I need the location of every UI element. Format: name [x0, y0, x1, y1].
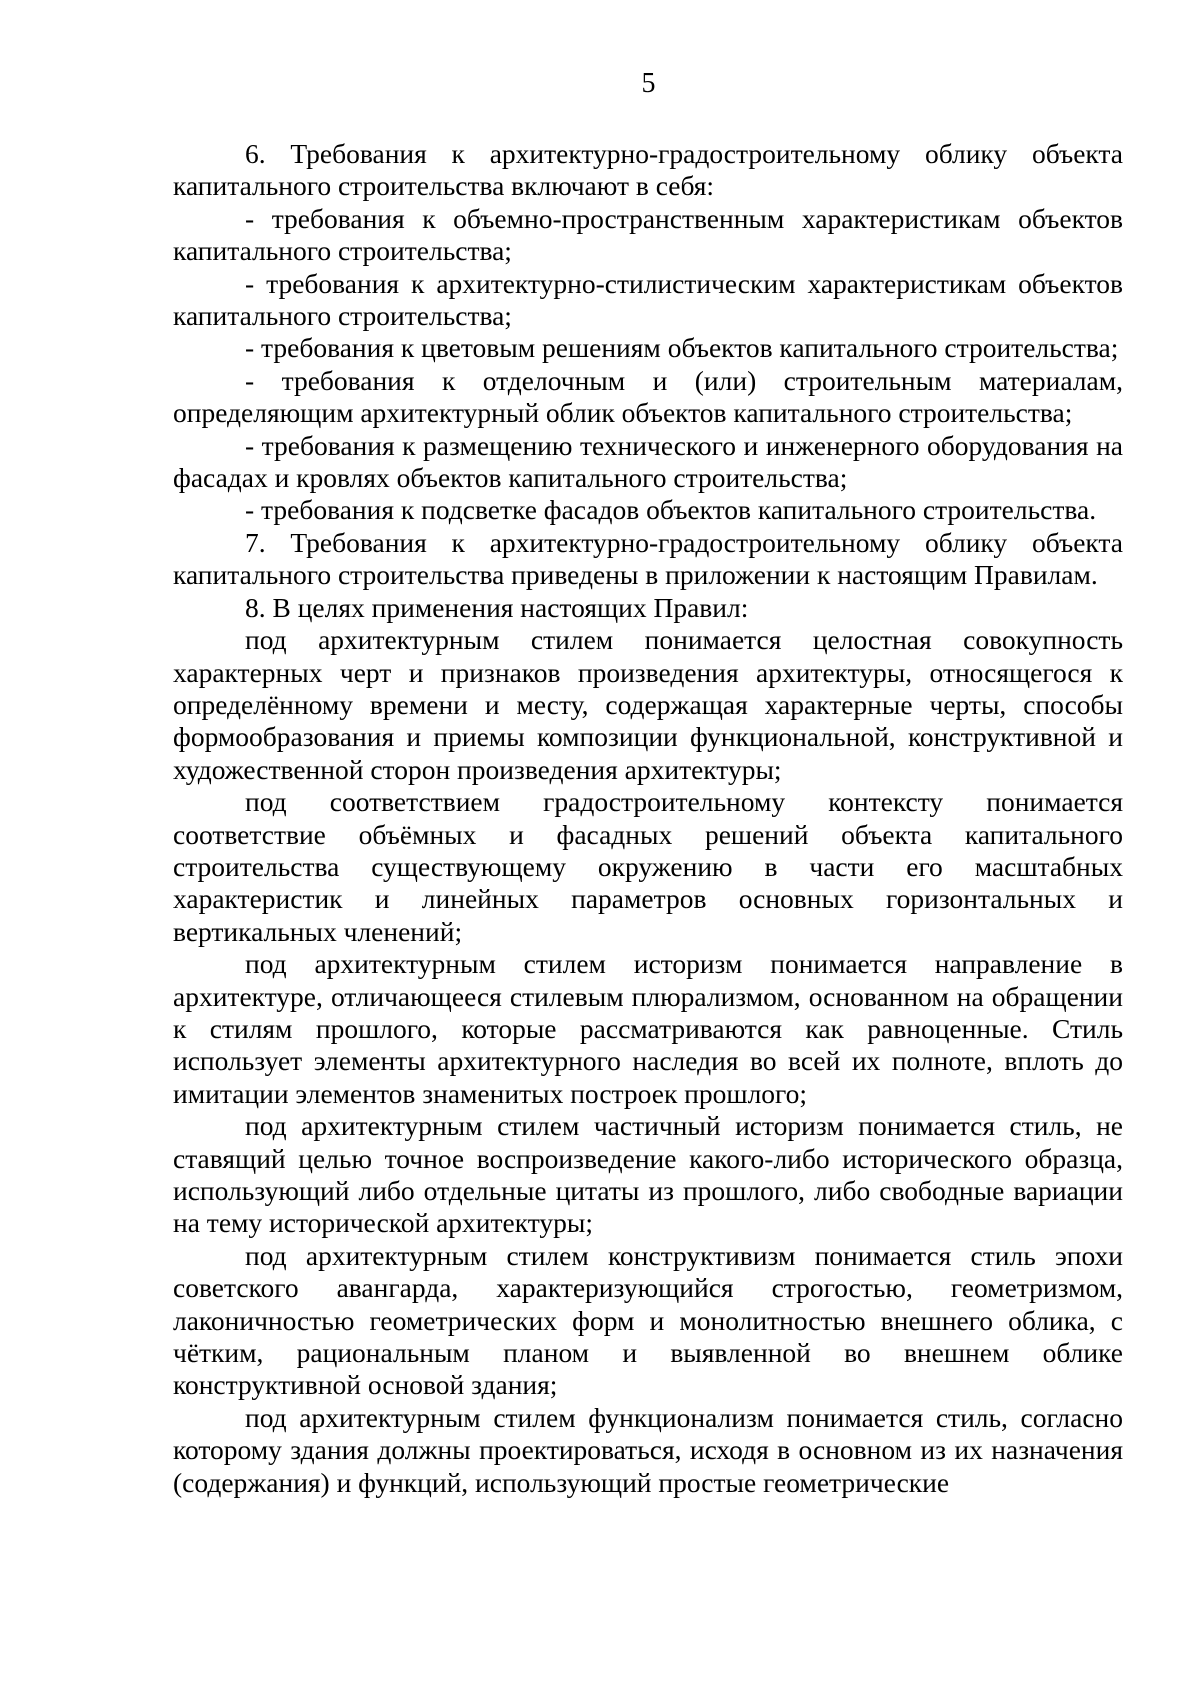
definition-constructivism: под архитектурным стилем конструктивизм понимается стиль эпохи советского авангарда, характеризующийся строгостью, геометризмом, лаконичностью геометрических форм и монолитностью внешнего облика, с чётким, рациональным планом и выявленной во внешнем облике конструктивной основой здания; — [173, 1239, 1123, 1401]
definition-partial-historicism: под архитектурным стилем частичный историзм понимается стиль, не ставящий целью точное воспроизведение какого-либо исторического образца, использующий либо отдельные цитаты из прошлого, либо свободные вариации на тему исторической архитектуры; — [173, 1110, 1123, 1239]
page-number: 5 — [641, 68, 656, 99]
document-body — [173, 138, 1123, 1499]
definition-architectural-style: под архитектурным стилем понимается целостная совокупность характерных черт и признаков произведения архитектуры, относящегося к определённому времени и месту, содержащая характерные черты, способы формообразования и приемы композиции функциональной, конструктивной и художественной сторон произведения архитектуры; — [173, 624, 1123, 785]
list-item-materials-requirements: - требования к отделочным и (или) строительным материалам, определяющим архитектурный облик объектов капитального строительства; — [173, 364, 1123, 429]
list-item-volumetric-requirements: - требования к объемно-пространственным характеристикам объектов капитального строительства; — [173, 202, 1123, 267]
paragraph-item-7: 7. Требования к архитектурно-градостроительному облику объекта капитального строительства приведены в приложении к настоящим Правилам. — [173, 526, 1123, 591]
definition-historicism: под архитектурным стилем историзм понимается направление в архитектуре, отличающееся стилевым плюрализмом, основанном на обращении к стилям прошлого, которые рассматриваются как равноценные. Стиль использует элементы архитектурного наследия во всей их полноте, вплоть до имитации элементов знаменитых построек прошлого; — [173, 948, 1123, 1109]
list-item-color-requirements: - требования к цветовым решениям объектов капитального строительства; — [245, 332, 1119, 364]
list-item-equipment-requirements: - требования к размещению технического и инженерного оборудования на фасадах и кровлях объектов капитального строительства; — [173, 429, 1123, 494]
paragraph-item-8: 8. В целях применения настоящих Правил: — [245, 591, 749, 623]
list-item-stylistic-requirements: - требования к архитектурно-стилистическим характеристикам объектов капитального строительства; — [173, 267, 1123, 332]
list-item-lighting-requirements: - требования к подсветке фасадов объектов капитального строительства. — [245, 494, 1097, 526]
definition-functionalism: под архитектурным стилем функционализм понимается стиль, согласно которому здания должны проектироваться, исходя в основном из их назначения (содержания) и функций, использующий простые геометрические — [173, 1401, 1123, 1498]
definition-urban-context: под соответствием градостроительному контексту понимается соответствие объёмных и фасадных решений объекта капитального строительства существующему окружению в части его масштабных характеристик и линейных параметров основных горизонтальных и вертикальных членений; — [173, 786, 1123, 947]
paragraph-item-6: 6. Требования к архитектурно-градостроительному облику объекта капитального строительства включают в себя: — [173, 138, 1123, 202]
